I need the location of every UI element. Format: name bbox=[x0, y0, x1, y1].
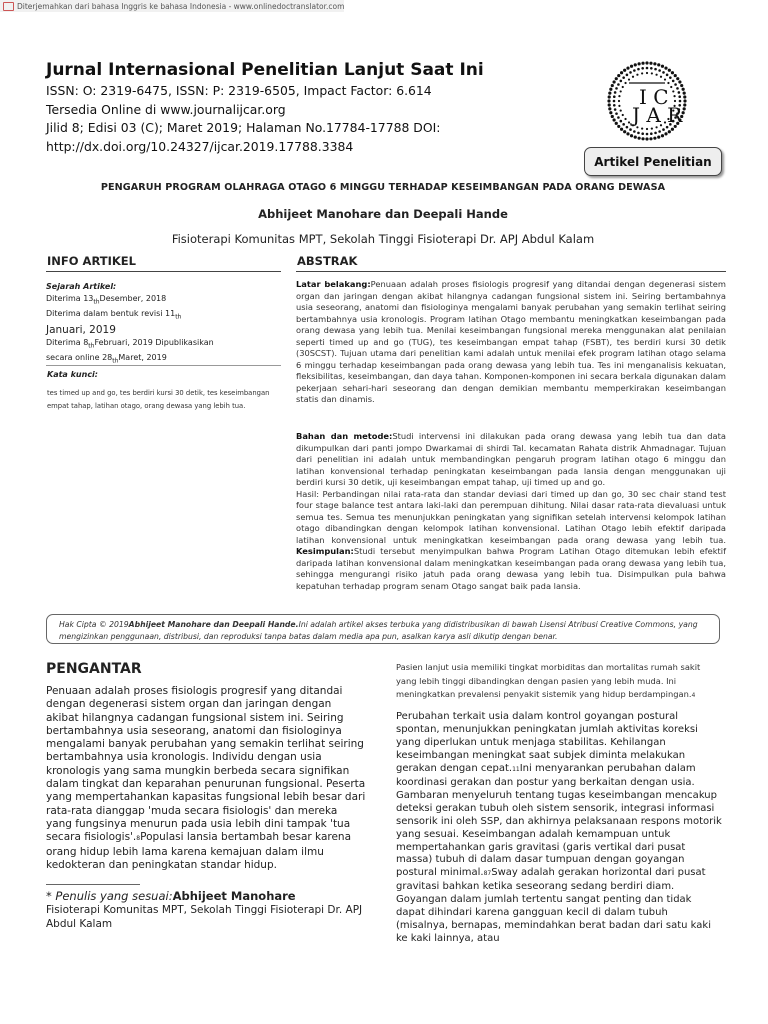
abstract-background bbox=[296, 279, 726, 406]
logo-dot bbox=[664, 78, 666, 80]
divider bbox=[296, 271, 726, 272]
paper-title: PENGARUH PROGRAM OLAHRAGA OTAGO 6 MINGGU TERHADAP KESEIMBANGAN PADA ORANG DEWASA bbox=[100, 182, 666, 193]
logo-dot bbox=[630, 65, 633, 68]
logo-dot bbox=[617, 74, 620, 77]
background-text: Penuaan adalah proses fisiologis progresif yang ditandai dengan degenerasi sistem organ dan jaringan dengan akibat hilangnya cadangan fungsional sistem ini. Seiring bertambahnya usia seseorang, anatomi dan fisiologinya mengalami banyak perubahan yang semakin terlihat seiring bertambahnya usia kronologis. Program latihan Otago membantu meningkatkan keseimbangan pada orang dewasa yang lebih tua. Menilai keseimbangan fungsional mereka menggunakan alat penilaian seperti timed up and go (TUG), tes keseimbangan empat tahap (FSBT), tes berdiri kursi 30 detik (30SCST). Tujuan utama dari penelitian kami adalah untuk menilai efek program latihan otago selama 6 minggu terhadap keseimbangan pada orang dewasa yang lebih tua. Tes ini menganalisis kekuatan, fleksibilitas, keseimbangan, dan daya tahan. Komponen-komponen ini secara berkala digunakan dalam pekerjaan sehari-hari seseorang dan dengan demikian membantu memperkirakan keseimbangan statis dan dinamis. bbox=[296, 279, 726, 404]
logo-dot bbox=[623, 69, 626, 72]
logo-dot bbox=[637, 62, 640, 65]
ordinal: th bbox=[93, 298, 100, 306]
logo-dot bbox=[662, 71, 665, 74]
history-label: Sejarah Artikel: bbox=[46, 282, 117, 291]
logo-dot bbox=[650, 132, 653, 135]
logo-dot bbox=[609, 111, 612, 114]
logo-dot bbox=[637, 68, 640, 71]
logo-dot bbox=[641, 62, 644, 65]
logo-dot bbox=[657, 136, 660, 139]
logo-dot bbox=[658, 69, 661, 72]
logo-dot bbox=[620, 90, 622, 92]
keywords-text: tes timed up and go, tes berdiri kursi 30 detik, tes keseimbangan empat tahap, latihan otago, orang dewasa yang lebih tua. bbox=[47, 389, 270, 410]
logo-dot bbox=[658, 130, 661, 133]
logo-dot bbox=[622, 114, 624, 116]
logo-dot bbox=[608, 103, 611, 106]
logo-dot bbox=[620, 120, 623, 123]
logo-dot bbox=[673, 95, 675, 97]
logo-dot bbox=[660, 76, 662, 78]
logo-dot bbox=[634, 63, 637, 66]
logo-dot bbox=[634, 136, 637, 139]
copyright-text: Ini adalah artikel akses terbuka yang didistribusikan di bawah Lisensi Atribusi Creative Commons, yang mengizinkan penggunaan, distribusi, dan reproduksi tanpa batas dalam media apa pun, asalkan karya asli dikutip dengan benar. bbox=[59, 620, 698, 641]
paper-affiliation: Fisioterapi Komunitas MPT, Sekolah Tinggi Fisioterapi Dr. APJ Abdul Kalam bbox=[171, 232, 595, 246]
citation: 87 bbox=[483, 870, 492, 878]
logo-dot bbox=[649, 62, 652, 65]
logo-dot bbox=[661, 65, 664, 68]
online-month: Maret, 2019 bbox=[118, 352, 167, 362]
logo-dot bbox=[678, 95, 681, 98]
logo-dot bbox=[668, 69, 671, 72]
logo-dot bbox=[683, 91, 686, 94]
logo-dot bbox=[664, 66, 667, 69]
article-info-heading: INFO ARTIKEL bbox=[47, 254, 136, 268]
background-label: Latar belakang: bbox=[296, 279, 371, 289]
logo-dot bbox=[670, 86, 672, 88]
logo-dot bbox=[622, 123, 625, 126]
logo-dot bbox=[617, 83, 620, 86]
logo-dot bbox=[607, 99, 610, 102]
logo-dot bbox=[626, 66, 629, 69]
pdf-icon bbox=[3, 2, 14, 11]
logo-dot bbox=[622, 76, 625, 79]
logo-letters-ic: I C bbox=[639, 85, 669, 109]
logo-dot bbox=[637, 137, 640, 140]
footnote-rule bbox=[46, 884, 140, 885]
logo-dot bbox=[671, 71, 674, 74]
banner-text: Diterjemahkan dari bahasa Inggris ke bahasa Indonesia - www.onlinedoctranslator.com bbox=[17, 1, 345, 11]
logo-dot bbox=[646, 67, 649, 70]
accepted-date bbox=[46, 337, 281, 352]
logo-dot bbox=[636, 74, 638, 76]
intro-heading: PENGANTAR bbox=[46, 661, 142, 677]
logo-dot bbox=[615, 77, 618, 80]
journal-logo bbox=[606, 60, 688, 142]
logo-dot bbox=[650, 67, 653, 70]
journal-title: Jurnal Internasional Penelitian Lanjut Saat Ini bbox=[46, 60, 484, 80]
revised-text: Diterima dalam bentuk revisi 11 bbox=[46, 308, 176, 318]
methods-label: Bahan dan metode: bbox=[296, 431, 393, 441]
logo-dot bbox=[655, 74, 657, 76]
logo-dot bbox=[674, 74, 677, 77]
logo-dot bbox=[624, 118, 626, 120]
logo-dot bbox=[633, 69, 636, 72]
logo-dot bbox=[641, 132, 644, 135]
logo-letters-ar: J A R bbox=[632, 103, 683, 127]
logo-dot bbox=[678, 80, 681, 83]
citation: 8 bbox=[136, 835, 141, 843]
logo-dot bbox=[622, 86, 624, 88]
logo-dot bbox=[637, 132, 640, 135]
right-p1-text: Pasien lanjut usia memiliki tingkat morbiditas dan mortalitas rumah sakit yang lebih tinggi dibandingkan dengan pasien yang lebih muda. Ini meningkatkan prevalensi penyakit sistemik yang hidup berdampingan. bbox=[396, 662, 701, 699]
logo-dot bbox=[657, 63, 660, 66]
received-month: Desember, 2018 bbox=[99, 293, 167, 303]
logo-dot bbox=[608, 107, 611, 110]
logo-dot bbox=[628, 78, 630, 80]
logo-dot bbox=[667, 82, 669, 84]
logo-dot bbox=[614, 91, 617, 94]
logo-dot bbox=[641, 67, 644, 70]
received-text: Diterima 13 bbox=[46, 293, 94, 303]
copyright-names: Abhijeet Manohare dan Deepali Hande. bbox=[128, 620, 299, 629]
citation: 11 bbox=[512, 765, 520, 773]
copyright-box bbox=[46, 614, 720, 644]
logo-dot bbox=[676, 87, 679, 90]
logo-dot bbox=[645, 61, 648, 64]
logo-dot bbox=[608, 95, 611, 98]
logo-dot bbox=[615, 112, 618, 115]
ordinal: th bbox=[175, 313, 182, 321]
logo-dot bbox=[683, 107, 686, 110]
logo-dot bbox=[632, 76, 634, 78]
ordinal: th bbox=[88, 342, 95, 350]
methods-text: Studi intervensi ini dilakukan pada orang dewasa yang lebih tua dan data dikumpulkan dari panti jompo Dwarkamai di shirdi Tal. kecamatan Rahata distrik Ahmadnagar. Tujuan dari penelitian ini adalah untuk membandingkan pengaruh program latihan otago 6 minggu dan latihan konvensional terhadap peningkatan keseimbangan pada lansia dengan menggunakan uji berdiri kursi 30 detik, uji keseimbangan empat tahap, uji timed up and go. bbox=[296, 431, 726, 487]
logo-dot bbox=[666, 74, 669, 77]
logo-dot bbox=[676, 77, 679, 80]
revised-date bbox=[46, 308, 281, 323]
doi-link[interactable]: http://dx.doi.org/10.24327/ijcar.2019.17788.3384 bbox=[46, 138, 354, 154]
corresponding-name: Abhijeet Manohare bbox=[172, 889, 296, 903]
logo-dot bbox=[620, 128, 623, 131]
logo-dot bbox=[674, 100, 676, 102]
logo-dot bbox=[654, 68, 657, 71]
logo-dot bbox=[630, 134, 633, 137]
logo-dot bbox=[620, 109, 622, 111]
logo-dot bbox=[653, 62, 656, 65]
logo-dot bbox=[613, 104, 616, 107]
logo-dot bbox=[626, 74, 629, 77]
logo-dot bbox=[654, 132, 657, 135]
logo-dot bbox=[641, 72, 643, 74]
logo-dot bbox=[661, 134, 664, 137]
corresponding-line bbox=[46, 890, 366, 904]
corresponding-affiliation: Fisioterapi Komunitas MPT, Sekolah Tinggi Fisioterapi Dr. APJ Abdul Kalam bbox=[46, 904, 363, 930]
divider bbox=[46, 365, 281, 366]
logo-dot bbox=[620, 71, 623, 74]
logo-dot bbox=[662, 128, 665, 131]
results-text: Hasil: Perbandingan nilai rata-rata dan standar deviasi dari timed up dan go, 30 sec chair stand test four stage balance test antara laki-laki dan perempuan dihitung. Nilai dasar rata-rata dievaluasi untuk semua tes. Semua tes menunjukkan peningkatan yang signifikan setelah intervensi kelompok latihan otago dibandingkan dengan kelompok latihan konvensional. Latihan Otago lebih efektif daripada latihan konvensional untuk meningkatkan keseimbangan pada orang dewasa yang lebih tua. bbox=[296, 488, 726, 545]
received-date bbox=[46, 293, 281, 308]
right-p2-b: Ini menyarankan perubahan dalam koordinasi gerakan dan postur yang berkaitan dengan usia. Gambaran menyeluruh tentang tugas keseimbangan mencakup deteksi gerakan tubuh oleh sistem sensorik, integrasi informasi sensorik ini oleh SSP, dan akhirnya pelaksanaan respons motorik yang sesuai. Keseimbangan adalah kemampuan untuk mempertahankan garis gravitasi (garis vertikal dari pusat massa) tubuh di dalam dasar tumpuan dengan goyangan postural minimal. bbox=[396, 762, 722, 879]
logo-dot bbox=[617, 116, 620, 119]
logo-dot bbox=[672, 80, 675, 83]
logo-dot bbox=[613, 100, 616, 103]
logo-dot bbox=[669, 76, 672, 79]
ordinal: th bbox=[112, 357, 119, 365]
logo-dot bbox=[629, 71, 632, 74]
logo-dot bbox=[612, 80, 615, 83]
abstract-heading: ABSTRAK bbox=[297, 254, 358, 268]
online-line: Tersedia Online di www.journalijcar.org bbox=[46, 101, 286, 117]
logo-dot bbox=[679, 100, 682, 103]
keywords-label: Kata kunci: bbox=[47, 370, 98, 379]
logo-dot bbox=[629, 128, 632, 131]
logo-dot bbox=[682, 88, 685, 91]
translator-banner[interactable] bbox=[0, 0, 344, 12]
logo-dot bbox=[618, 100, 620, 102]
logo-dot bbox=[641, 127, 643, 129]
logo-dot bbox=[618, 105, 620, 107]
logo-dot bbox=[646, 72, 648, 74]
intro-paragraph-1 bbox=[46, 685, 366, 872]
citation: 4 bbox=[691, 692, 696, 699]
accepted-month: Februari, 2019 Dipublikasikan bbox=[94, 337, 214, 347]
abstract-methods bbox=[296, 431, 726, 592]
logo-dot bbox=[612, 118, 615, 121]
right-p2-c: Sway adalah gerakan horizontal dari pusat gravitasi bahkan ketika seseorang sedang berdiri diam. Goyangan dalam jumlah tertentu sangat penting dan tidak dapat dihindari karena gangguan kecil di dalam tubuh (misalnya, bernapas, memindahkan berat badan dari satu kaki ke kaki lainnya, atau bbox=[396, 867, 711, 945]
logo-dot bbox=[645, 137, 648, 140]
logo-dot bbox=[613, 95, 616, 98]
corresponding-author bbox=[46, 890, 366, 931]
accepted-text: Diterima 8 bbox=[46, 337, 89, 347]
article-history bbox=[46, 281, 281, 367]
logo-dot bbox=[615, 122, 618, 125]
conclusion-text: Studi tersebut menyimpulkan bahwa Program Latihan Otago ditemukan lebih efektif daripada latihan konvensional dalam meningkatkan keseimbangan pada orang dewasa yang lebih tua, sehingga mengurangi risiko jatuh pada orang dewasa yang lebih tua. Disimpulkan pula bahwa kepatuhan terhadap program senam Otago sangat baik pada lansia. bbox=[296, 546, 726, 591]
right-p2-a: Perubahan terkait usia dalam kontrol goyangan postural spontan, menunjukkan peningkatan jumlah aktivitas koreksi yang diperlukan untuk menjaga stabilitas. Kehilangan keseimbangan meningkat saat subjek diminta melakukan gerakan dengan cepat. bbox=[396, 711, 698, 774]
journal-meta bbox=[46, 82, 440, 156]
conclusion-label: Kesimpulan: bbox=[296, 546, 354, 556]
logo-dot bbox=[653, 137, 656, 140]
logo-dot bbox=[618, 95, 620, 97]
logo-dot bbox=[680, 84, 683, 87]
logo-dot bbox=[620, 80, 623, 83]
logo-dot bbox=[672, 90, 674, 92]
volume-line: Jilid 8; Edisi 03 (C); Maret 2019; Halaman No.17784-17788 DOI: bbox=[46, 120, 441, 135]
logo-dot bbox=[664, 132, 667, 135]
issn-line: ISSN: O: 2319-6475, ISSN: P: 2319-6505, Impact Factor: 6.614 bbox=[46, 83, 432, 98]
logo-dot bbox=[608, 91, 611, 94]
logo-dot bbox=[633, 130, 636, 133]
logo-dot bbox=[623, 130, 626, 133]
intro-p1-text: Penuaan adalah proses fisiologis progresif yang ditandai dengan degenerasi sistem organ dan jaringan dengan akibat hilangnya cadangan fungsional sistem ini. Seiring bertambahnya usia seseorang, anatomi dan fisiologinya mengalami banyak perubahan yang semakin terlihat seiring bertambahnya usia kronologis. Individu dengan usia kronologis yang sama mungkin berbeda secara signifikan dalam tingkat dan keparahan penurunan fungsional. Peserta yang mempertahankan kapasitas fungsional lebih besar dari rata-rata dianggap 'muda secara fisiologis' dan mereka yang fungsinya menurun pada usia lebih dini tampak 'tua secara fisiologis'. bbox=[46, 685, 366, 844]
logo-dot bbox=[626, 126, 629, 129]
intro-right-paragraph-2 bbox=[396, 711, 722, 946]
logo-dot bbox=[683, 95, 686, 98]
logo-dot bbox=[671, 128, 674, 131]
logo-dot bbox=[646, 128, 648, 130]
revised-month: Januari, 2019 bbox=[46, 323, 116, 336]
logo-dot bbox=[615, 87, 618, 90]
logo-dot bbox=[651, 127, 653, 129]
article-type-badge: Artikel Penelitian bbox=[584, 147, 722, 176]
corresponding-label: * Penulis yang sesuai: bbox=[46, 889, 173, 903]
logo-dot bbox=[614, 108, 617, 111]
copyright-prefix: Hak Cipta © 2019 bbox=[59, 620, 129, 629]
online-text: secara online 28 bbox=[46, 352, 113, 362]
logo-dot bbox=[628, 121, 630, 123]
logo-dot bbox=[609, 88, 612, 91]
logo-dot bbox=[641, 137, 644, 140]
logo-dot bbox=[668, 130, 671, 133]
logo-dot bbox=[674, 83, 677, 86]
logo-dot bbox=[646, 133, 649, 136]
logo-dot bbox=[649, 137, 652, 140]
logo-dot bbox=[611, 84, 614, 87]
intro-p1-end: Populasi lansia bertambah besar karena orang hidup lebih lama karena kemajuan dalam ilmu kedokteran dan peningkatan standar hidup. bbox=[46, 831, 352, 871]
logo-dot bbox=[683, 103, 686, 106]
logo-dot bbox=[678, 91, 681, 94]
paper-authors: Abhijeet Manohare dan Deepali Hande bbox=[258, 207, 508, 221]
logo-dot bbox=[624, 82, 626, 84]
logo-dot bbox=[683, 99, 686, 102]
intro-right-paragraph-1 bbox=[396, 661, 722, 703]
logo-dot bbox=[651, 72, 653, 74]
logo-dot bbox=[611, 115, 614, 118]
logo-dot bbox=[617, 125, 620, 128]
divider bbox=[46, 271, 281, 272]
logo-dot bbox=[626, 132, 629, 135]
